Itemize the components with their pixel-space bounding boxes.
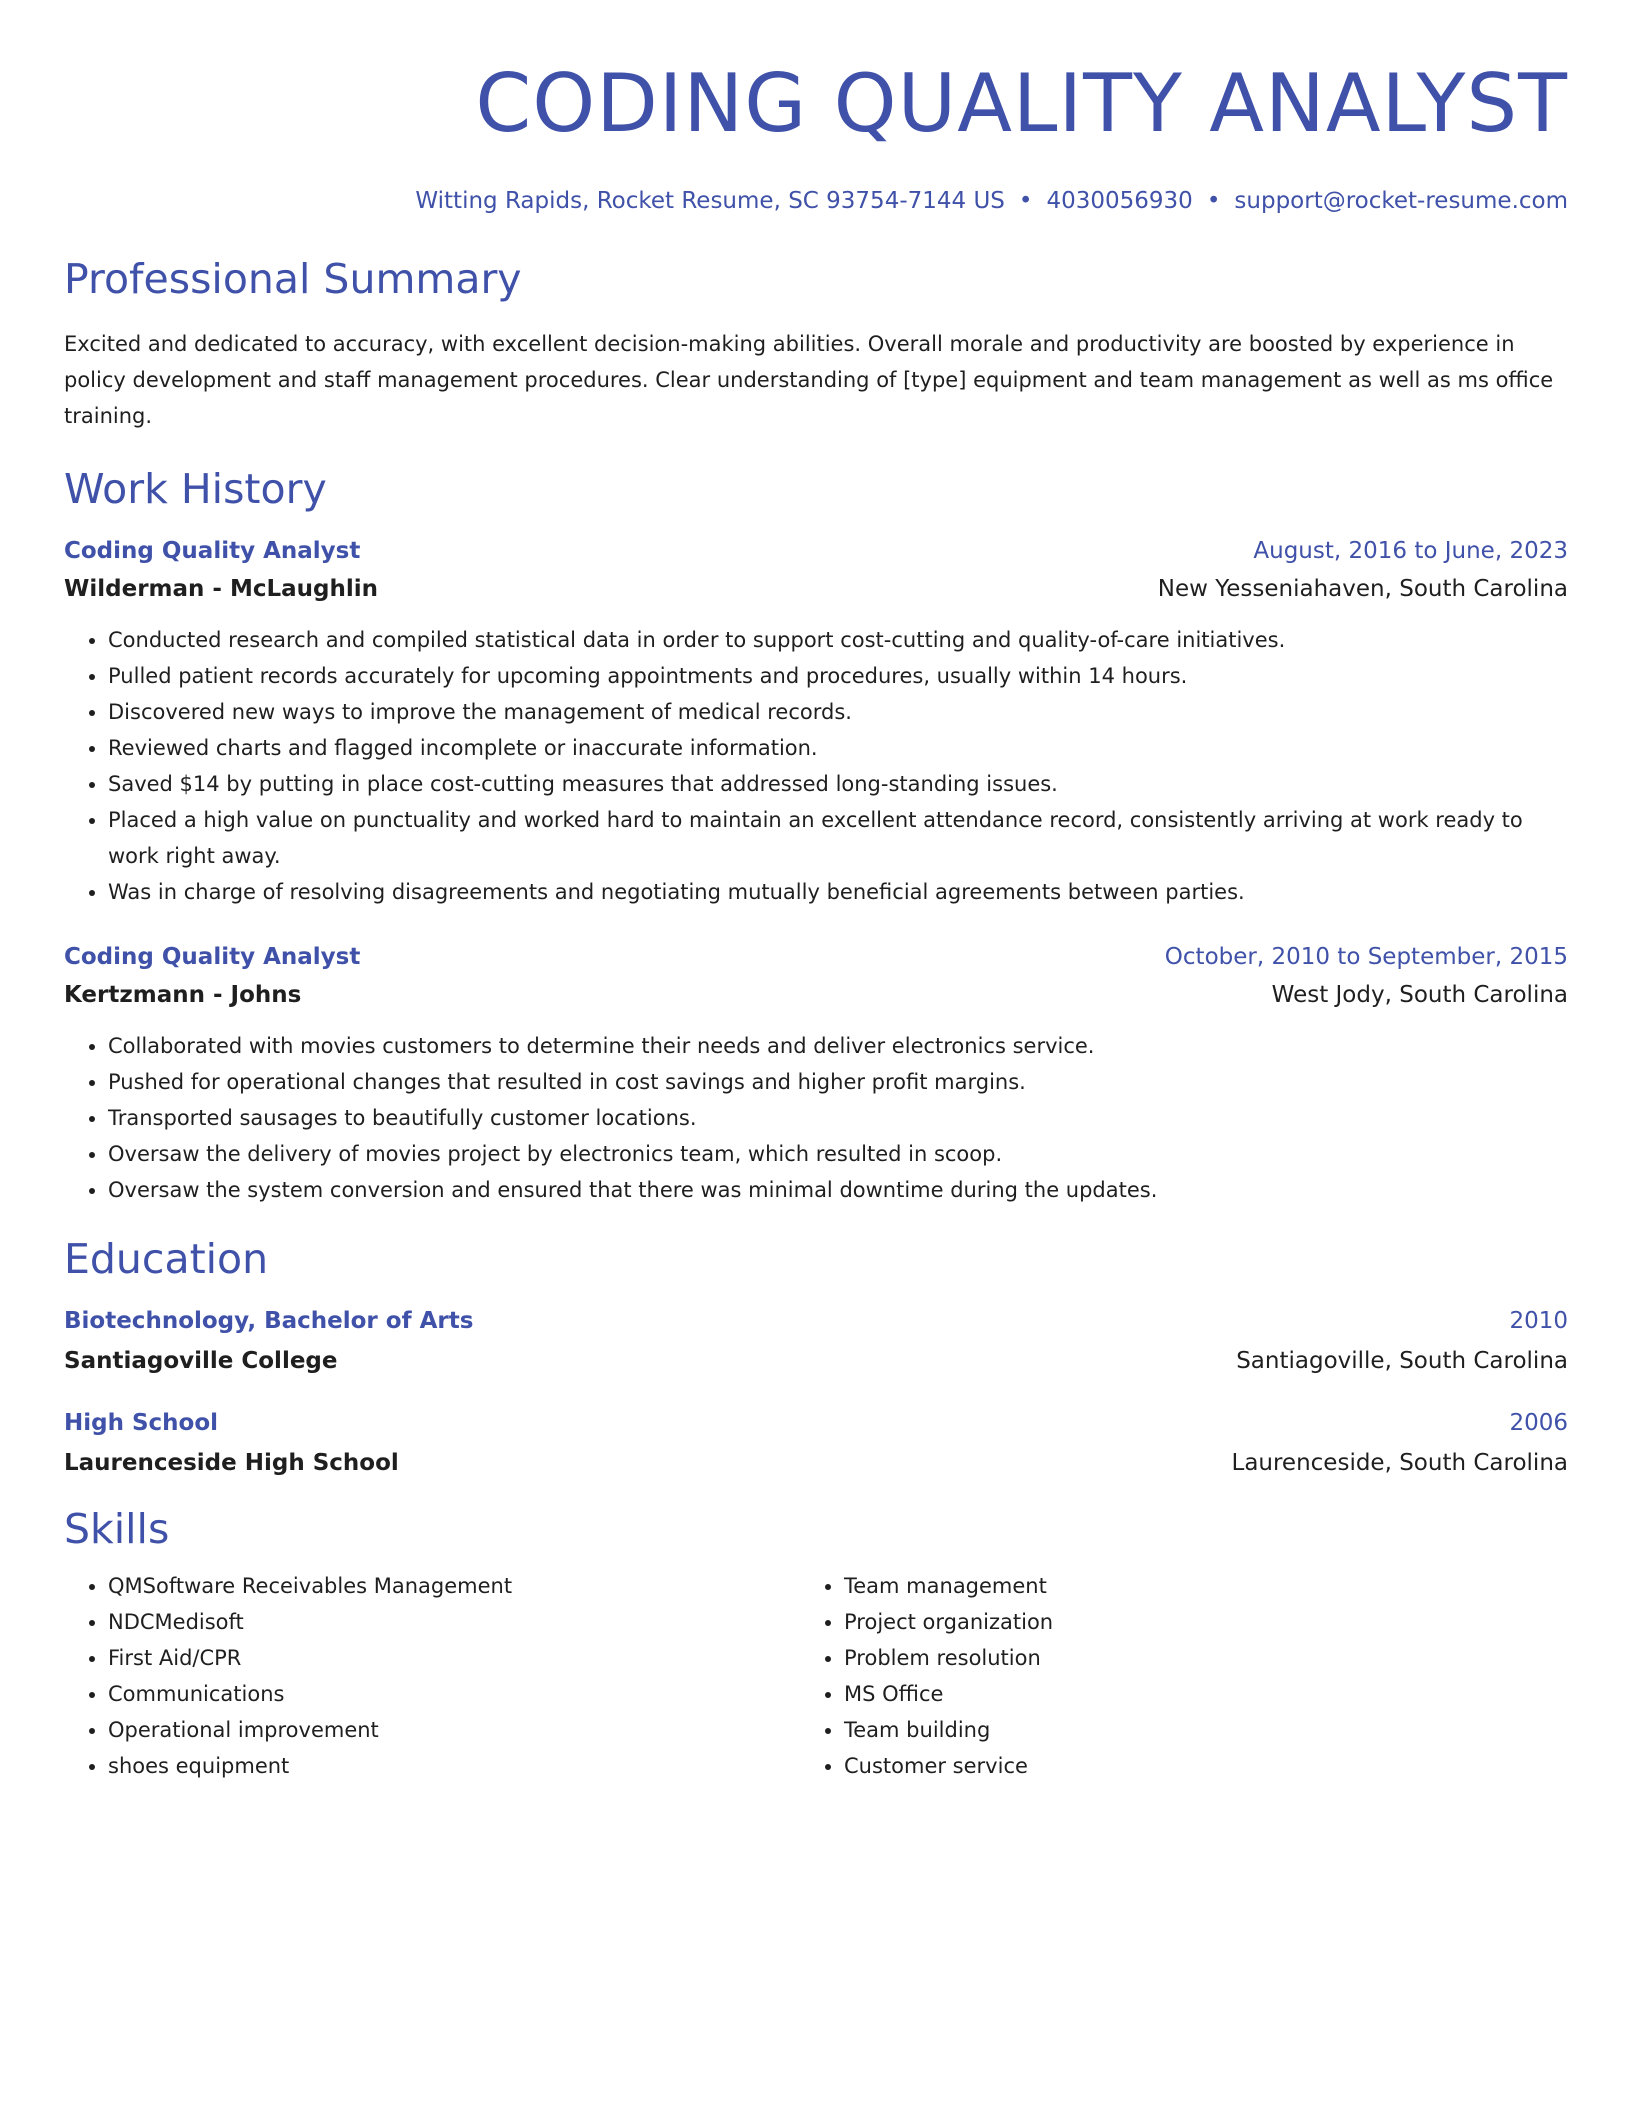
job-entry: [64, 942, 1568, 1208]
job-bullet: • Conducted research and compiled statistical data in order to support cost-cutting and quality-of-care initiatives.: [108, 622, 1568, 658]
job-location: West Jody, South Carolina: [1271, 982, 1568, 1008]
skills-heading: Skills: [64, 1505, 170, 1553]
education-location: Santiagoville, South Carolina: [1236, 1348, 1568, 1374]
contact-phone: 4030056930: [1046, 188, 1193, 214]
job-company: Kertzmann - Johns: [64, 982, 302, 1008]
job-bullets: [64, 1028, 1568, 1208]
skill-item: • Team building: [844, 1712, 1568, 1748]
job-subheader: [64, 980, 1568, 1010]
skill-item: • shoes equipment: [108, 1748, 800, 1784]
education-header: [64, 1408, 1568, 1438]
education-entry: [64, 1408, 1568, 1478]
job-bullet: • Transported sausages to beautifully customer locations.: [108, 1100, 1568, 1136]
job-company: Wilderman - McLaughlin: [64, 576, 379, 602]
job-bullet: • Saved $14 by putting in place cost-cutting measures that addressed long-standing issues.: [108, 766, 1568, 802]
job-subheader: [64, 574, 1568, 604]
education-school: Santiagoville College: [64, 1348, 338, 1374]
job-bullet: • Discovered new ways to improve the management of medical records.: [108, 694, 1568, 730]
summary-text: Excited and dedicated to accuracy, with excellent decision-making abilities. Overall morale and productivity are boosted by experience in policy development and staff management procedures. Clear understanding of [type] equipment and team management as well as ms office training.: [64, 332, 1554, 428]
job-bullet: • Was in charge of resolving disagreements and negotiating mutually beneficial agreements between parties.: [108, 874, 1568, 910]
job-bullet: • Placed a high value on punctuality and worked hard to maintain an excellent attendance record, consistently arriving at work ready to work right away.: [108, 802, 1568, 874]
candidate-title: CODING QUALITY ANALYST: [475, 57, 1568, 150]
skill-item: • NDCMedisoft: [108, 1604, 800, 1640]
contact-separator: •: [1206, 188, 1221, 214]
education-year: 2010: [1509, 1308, 1568, 1334]
skills-column-left: [64, 1568, 800, 1784]
job-bullets: [64, 622, 1568, 910]
job-dates: August, 2016 to June, 2023: [1253, 538, 1568, 564]
summary-heading: Professional Summary: [64, 255, 522, 303]
education-degree: Biotechnology, Bachelor of Arts: [64, 1308, 474, 1334]
skills-column-right: [800, 1568, 1568, 1784]
job-bullet: • Collaborated with movies customers to determine their needs and deliver electronics service.: [108, 1028, 1568, 1064]
education-entry: [64, 1306, 1568, 1376]
education-heading: Education: [64, 1235, 269, 1283]
education-school: Laurenceside High School: [64, 1450, 399, 1476]
job-bullet: • Pulled patient records accurately for upcoming appointments and procedures, usually within 14 hours.: [108, 658, 1568, 694]
education-subheader: [64, 1346, 1568, 1376]
skill-item: • MS Office: [844, 1676, 1568, 1712]
education-degree: High School: [64, 1410, 219, 1436]
skill-item: • Communications: [108, 1676, 800, 1712]
job-bullet: • Reviewed charts and flagged incomplete or inaccurate information.: [108, 730, 1568, 766]
contact-separator: •: [1018, 188, 1033, 214]
education-subheader: [64, 1448, 1568, 1478]
skill-item: • QMSoftware Receivables Management: [108, 1568, 800, 1604]
job-bullet: • Oversaw the system conversion and ensured that there was minimal downtime during the updates.: [108, 1172, 1568, 1208]
education-year: 2006: [1509, 1410, 1568, 1436]
education-location: Laurenceside, South Carolina: [1231, 1450, 1568, 1476]
resume-header: [64, 56, 1568, 216]
job-header: [64, 942, 1568, 972]
job-bullet: • Pushed for operational changes that resulted in cost savings and higher profit margins.: [108, 1064, 1568, 1100]
contact-line: [64, 186, 1568, 216]
job-role: Coding Quality Analyst: [64, 538, 361, 564]
contact-email: support@rocket-resume.com: [1234, 188, 1568, 214]
job-bullet: • Oversaw the delivery of movies project by electronics team, which resulted in scoop.: [108, 1136, 1568, 1172]
job-entry: [64, 536, 1568, 910]
skill-item: • Customer service: [844, 1748, 1568, 1784]
job-role: Coding Quality Analyst: [64, 944, 361, 970]
education-header: [64, 1306, 1568, 1336]
skills-list: [64, 1568, 1568, 1784]
contact-address: Witting Rapids, Rocket Resume, SC 93754-7144 US: [415, 188, 1005, 214]
skill-item: • Problem resolution: [844, 1640, 1568, 1676]
work-history-heading: Work History: [64, 465, 327, 513]
skill-item: • Team management: [844, 1568, 1568, 1604]
skill-item: • First Aid/CPR: [108, 1640, 800, 1676]
job-header: [64, 536, 1568, 566]
skill-item: • Project organization: [844, 1604, 1568, 1640]
job-location: New Yesseniahaven, South Carolina: [1157, 576, 1568, 602]
job-dates: October, 2010 to September, 2015: [1164, 944, 1568, 970]
skill-item: • Operational improvement: [108, 1712, 800, 1748]
